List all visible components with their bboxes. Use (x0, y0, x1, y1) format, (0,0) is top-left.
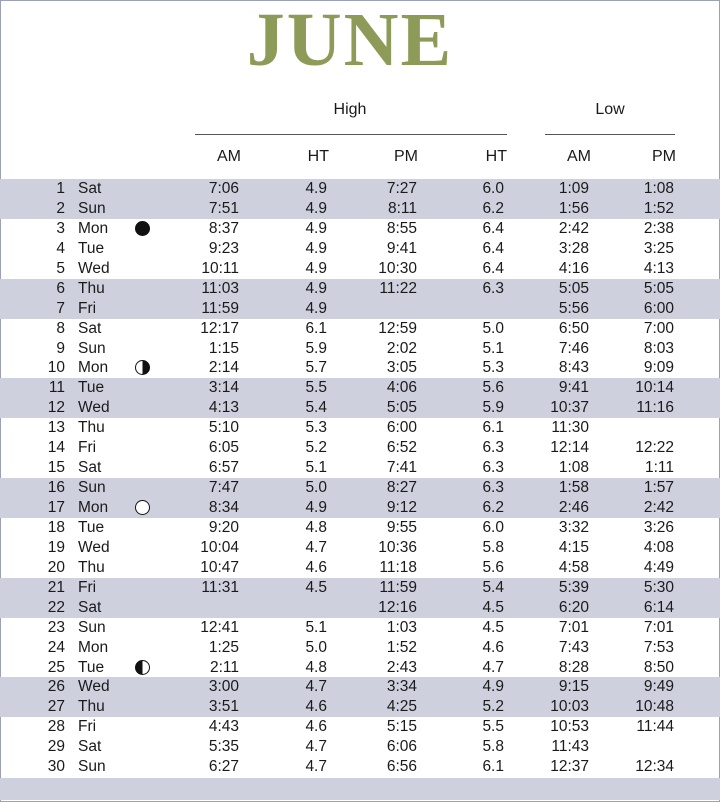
high-am-height: 5.1 (305, 618, 327, 636)
high-pm-height: 6.3 (482, 479, 504, 497)
high-am-time: 12:41 (200, 618, 239, 636)
low-pm-time: 5:30 (643, 578, 674, 596)
high-am-height: 4.6 (305, 718, 327, 736)
day-number: 10 (47, 359, 65, 377)
high-pm-height: 6.3 (482, 459, 504, 477)
weekday: Mon (78, 219, 109, 237)
high-pm-height: 6.0 (482, 180, 504, 197)
day-number: 6 (56, 279, 65, 297)
table-row (0, 478, 720, 498)
high-pm-height: 5.4 (482, 578, 504, 596)
low-am-time: 4:58 (558, 558, 589, 576)
high-am-height: 4.9 (305, 279, 327, 297)
high-am-time: 1:25 (208, 638, 239, 656)
weekday: Sun (78, 758, 106, 776)
day-number: 12 (47, 399, 65, 417)
table-row (0, 757, 720, 777)
col-high-ht-am: HT (307, 148, 329, 165)
day-number: 25 (47, 658, 65, 676)
table-row (0, 279, 720, 299)
day-number: 19 (47, 538, 65, 556)
weekday: Fri (78, 299, 97, 317)
day-number: 16 (47, 479, 65, 497)
high-am-height: 4.9 (305, 219, 327, 237)
weekday: Mon (78, 499, 109, 516)
high-pm-time: 9:12 (386, 499, 417, 516)
table-row (0, 538, 720, 558)
high-am-time: 4:43 (208, 718, 239, 736)
high-pm-height: 5.9 (482, 399, 504, 417)
low-am-time: 10:37 (550, 399, 589, 417)
day-number: 15 (47, 459, 65, 477)
high-pm-time: 11:22 (379, 279, 417, 297)
low-am-time: 11:43 (551, 738, 589, 756)
high-am-height: 4.8 (305, 518, 327, 536)
weekday: Sat (78, 319, 102, 337)
weekday: Thu (78, 279, 105, 297)
low-am-time: 8:28 (558, 658, 589, 676)
first-quarter-moon-icon (135, 360, 150, 375)
high-am-height: 5.7 (305, 359, 327, 377)
low-pm-time: 2:42 (643, 499, 674, 516)
high-am-height: 4.9 (305, 180, 327, 197)
high-am-time: 6:27 (208, 758, 239, 776)
high-am-time: 2:14 (208, 359, 239, 377)
table-row (0, 518, 720, 538)
high-am-time: 9:20 (208, 518, 239, 536)
low-am-time: 6:50 (558, 319, 589, 337)
low-group-label: Low (595, 101, 625, 118)
table-row (0, 717, 720, 737)
high-am-time: 10:11 (201, 259, 239, 277)
weekday: Sat (78, 459, 102, 477)
high-am-time: 11:59 (201, 299, 239, 317)
high-pm-time: 2:02 (386, 339, 417, 357)
high-am-time: 7:51 (208, 199, 239, 217)
low-pm-time: 12:22 (635, 439, 674, 457)
day-number: 11 (48, 379, 65, 397)
table-row (0, 677, 720, 697)
high-pm-time: 8:11 (387, 199, 417, 217)
day-number: 30 (47, 758, 65, 776)
high-pm-time: 3:34 (386, 678, 417, 696)
low-pm-time: 9:09 (643, 359, 674, 377)
high-am-height: 4.7 (305, 538, 327, 556)
low-pm-time: 9:49 (643, 678, 674, 696)
low-pm-time: 7:01 (643, 618, 674, 636)
high-pm-time: 12:16 (378, 598, 417, 616)
weekday: Sun (78, 199, 106, 217)
high-pm-height: 4.5 (482, 598, 504, 616)
high-pm-height: 6.4 (482, 259, 504, 277)
high-am-height: 4.5 (305, 578, 327, 596)
high-pm-height: 5.5 (482, 718, 504, 736)
day-number: 8 (56, 319, 65, 337)
low-pm-time: 1:52 (643, 199, 674, 217)
low-am-time: 4:15 (558, 538, 589, 556)
high-am-time: 6:05 (208, 439, 239, 457)
high-group-label: High (333, 101, 367, 118)
table-row (0, 239, 720, 259)
high-pm-height: 6.3 (482, 439, 504, 457)
low-pm-time: 4:13 (643, 259, 674, 277)
low-pm-time: 8:03 (643, 339, 674, 357)
table-row (0, 418, 720, 438)
low-am-time: 10:53 (550, 718, 589, 736)
high-pm-time: 1:03 (386, 618, 417, 636)
low-pm-time: 1:11 (644, 459, 674, 477)
full-moon-icon (135, 500, 150, 515)
high-am-height: 5.9 (305, 339, 327, 357)
weekday: Tue (78, 239, 105, 257)
low-am-time: 2:46 (558, 499, 589, 516)
low-pm-time: 11:16 (636, 399, 674, 417)
weekday: Fri (78, 578, 97, 596)
weekday: Wed (78, 538, 110, 556)
high-pm-time: 6:06 (386, 738, 417, 756)
low-pm-time: 7:00 (643, 319, 674, 337)
day-number: 24 (47, 638, 65, 656)
high-am-height: 5.2 (305, 439, 327, 457)
high-pm-time: 7:27 (386, 180, 417, 197)
high-am-time: 9:23 (208, 239, 239, 257)
footer-band (0, 778, 720, 800)
low-am-time: 7:01 (558, 618, 589, 636)
table-row (0, 737, 720, 757)
low-pm-time: 10:14 (635, 379, 674, 397)
low-pm-time: 1:57 (643, 479, 674, 497)
high-pm-time: 3:05 (386, 359, 417, 377)
high-pm-time: 10:36 (378, 538, 417, 556)
day-number: 9 (56, 339, 65, 357)
high-am-time: 12:17 (200, 319, 239, 337)
weekday: Tue (78, 658, 105, 676)
high-am-time: 3:14 (208, 379, 239, 397)
weekday: Sat (78, 598, 102, 616)
table-row (0, 618, 720, 638)
col-high-am: AM (217, 148, 241, 165)
day-number: 2 (56, 199, 65, 217)
high-pm-time: 10:30 (378, 259, 417, 277)
low-pm-time: 10:48 (635, 698, 674, 716)
high-pm-height: 5.8 (482, 738, 504, 756)
weekday: Mon (78, 638, 109, 656)
table-row (0, 319, 720, 339)
low-am-time: 9:15 (558, 678, 589, 696)
high-pm-time: 2:43 (386, 658, 417, 676)
high-am-height: 4.9 (305, 199, 327, 217)
day-number: 7 (56, 299, 65, 317)
high-pm-height: 5.1 (482, 339, 504, 357)
high-am-height: 4.8 (305, 658, 327, 676)
table-row (0, 219, 720, 239)
high-am-time: 10:04 (200, 538, 239, 556)
low-am-time: 5:05 (558, 279, 589, 297)
high-pm-height: 4.7 (482, 658, 504, 676)
day-number: 27 (47, 698, 65, 716)
table-row (0, 498, 720, 518)
high-pm-height: 4.6 (482, 638, 504, 656)
high-am-height: 4.7 (305, 738, 327, 756)
low-pm-time: 11:44 (636, 718, 674, 736)
low-am-time: 2:42 (558, 219, 589, 237)
high-am-height: 5.0 (305, 638, 327, 656)
high-am-height: 4.9 (305, 259, 327, 277)
high-pm-time: 8:27 (386, 479, 417, 497)
weekday: Thu (78, 419, 105, 437)
day-number: 14 (47, 439, 65, 457)
high-pm-time: 5:15 (386, 718, 417, 736)
low-pm-time: 6:14 (643, 598, 674, 616)
day-number: 13 (47, 419, 65, 437)
high-pm-time: 6:00 (386, 419, 417, 437)
weekday: Fri (78, 439, 97, 457)
weekday: Sun (78, 479, 106, 497)
day-number: 1 (56, 180, 65, 197)
low-am-time: 5:39 (558, 578, 589, 596)
weekday: Fri (78, 718, 97, 736)
high-am-time: 5:35 (208, 738, 239, 756)
high-am-time: 2:11 (209, 658, 239, 676)
high-am-height: 4.9 (305, 499, 327, 516)
high-pm-time: 7:41 (386, 459, 417, 477)
high-pm-time: 9:41 (386, 239, 417, 257)
day-number: 5 (56, 259, 65, 277)
high-am-time: 8:34 (208, 499, 239, 516)
day-number: 26 (47, 678, 65, 696)
low-pm-time: 5:05 (643, 279, 674, 297)
high-pm-time: 12:59 (378, 319, 417, 337)
table-row (0, 378, 720, 398)
high-am-time: 11:31 (201, 578, 239, 596)
high-pm-height: 5.6 (482, 558, 504, 576)
weekday: Sat (78, 180, 102, 197)
low-am-time: 8:43 (558, 359, 589, 377)
low-am-time: 1:58 (558, 479, 589, 497)
low-am-time: 7:43 (558, 638, 589, 656)
high-am-time: 6:57 (208, 459, 239, 477)
col-high-ht-pm: HT (485, 148, 507, 165)
day-number: 29 (47, 738, 65, 756)
table-row (0, 598, 720, 618)
high-am-time: 7:06 (208, 180, 239, 197)
low-am-time: 1:56 (558, 199, 589, 217)
low-am-time: 11:30 (551, 419, 589, 437)
table-row (0, 558, 720, 578)
low-pm-time: 7:53 (643, 638, 674, 656)
table-row (0, 398, 720, 418)
table-row (0, 638, 720, 658)
day-number: 3 (56, 219, 65, 237)
low-am-time: 9:41 (558, 379, 589, 397)
table-row (0, 299, 720, 319)
high-am-height: 4.6 (305, 558, 327, 576)
high-pm-height: 6.3 (482, 279, 504, 297)
low-pm-time: 12:34 (635, 758, 674, 776)
weekday: Tue (78, 518, 105, 536)
weekday: Tue (78, 379, 105, 397)
low-pm-time: 1:08 (643, 180, 674, 197)
day-number: 18 (47, 518, 65, 536)
table-row (0, 199, 720, 219)
day-number: 23 (47, 618, 65, 636)
high-pm-height: 5.2 (482, 698, 504, 716)
col-high-pm: PM (394, 148, 418, 165)
low-pm-time: 3:25 (643, 239, 674, 257)
high-am-time: 7:47 (208, 479, 239, 497)
low-am-time: 3:28 (558, 239, 589, 257)
day-number: 21 (47, 578, 65, 596)
high-pm-time: 9:55 (386, 518, 417, 536)
low-am-time: 1:09 (558, 180, 589, 197)
high-am-time: 3:00 (208, 678, 239, 696)
day-number: 4 (56, 239, 65, 257)
high-am-height: 5.3 (305, 419, 327, 437)
weekday: Wed (78, 259, 110, 277)
low-am-time: 4:16 (558, 259, 589, 277)
high-pm-height: 6.2 (482, 499, 504, 516)
day-number: 22 (47, 598, 65, 616)
low-pm-time: 4:08 (643, 538, 674, 556)
high-am-height: 4.9 (305, 299, 327, 317)
low-am-time: 7:46 (558, 339, 589, 357)
high-am-height: 5.4 (305, 399, 327, 417)
col-low-am: AM (567, 148, 591, 165)
high-pm-height: 6.1 (482, 758, 504, 776)
low-pm-time: 4:49 (643, 558, 674, 576)
high-pm-height: 5.6 (482, 379, 504, 397)
tide-table (0, 179, 720, 777)
weekday: Sun (78, 339, 106, 357)
high-am-height: 5.1 (305, 459, 327, 477)
high-pm-time: 8:55 (386, 219, 417, 237)
high-am-time: 4:13 (208, 399, 239, 417)
high-pm-height: 4.9 (482, 678, 504, 696)
weekday: Sun (78, 618, 106, 636)
low-group-rule (545, 134, 675, 135)
high-pm-time: 1:52 (386, 638, 417, 656)
day-number: 17 (47, 499, 65, 516)
low-pm-time: 6:00 (643, 299, 674, 317)
table-row (0, 458, 720, 478)
high-pm-height: 6.4 (482, 239, 504, 257)
low-am-time: 10:03 (550, 698, 589, 716)
high-pm-time: 6:52 (386, 439, 417, 457)
low-pm-time: 2:38 (643, 219, 674, 237)
high-am-height: 4.7 (305, 758, 327, 776)
high-pm-height: 5.8 (482, 538, 504, 556)
table-row (0, 438, 720, 458)
low-pm-time: 3:26 (643, 518, 674, 536)
new-moon-icon (135, 221, 150, 236)
low-am-time: 12:37 (550, 758, 589, 776)
high-pm-height: 5.0 (482, 319, 504, 337)
high-am-height: 4.6 (305, 698, 327, 716)
high-pm-height: 6.4 (482, 219, 504, 237)
high-pm-height: 4.5 (482, 618, 504, 636)
low-am-time: 5:56 (558, 299, 589, 317)
month-title: JUNE (246, 0, 454, 82)
table-row (0, 578, 720, 598)
low-pm-time: 8:50 (643, 658, 674, 676)
weekday: Thu (78, 558, 105, 576)
table-row (0, 658, 720, 678)
high-pm-height: 6.2 (482, 199, 504, 217)
high-group-rule (195, 134, 507, 135)
low-am-time: 12:14 (550, 439, 589, 457)
table-row (0, 179, 720, 199)
high-am-time: 11:03 (201, 279, 239, 297)
high-pm-time: 6:56 (386, 758, 417, 776)
high-am-height: 4.7 (305, 678, 327, 696)
weekday: Wed (78, 399, 110, 417)
high-am-height: 4.9 (305, 239, 327, 257)
weekday: Mon (78, 359, 109, 377)
high-am-height: 6.1 (305, 319, 327, 337)
low-am-time: 1:08 (558, 459, 589, 477)
day-number: 28 (47, 718, 65, 736)
high-pm-time: 4:06 (386, 379, 417, 397)
high-am-height: 5.0 (305, 479, 327, 497)
high-pm-time: 4:25 (386, 698, 417, 716)
high-pm-height: 6.1 (482, 419, 504, 437)
high-pm-height: 6.0 (482, 518, 504, 536)
table-row (0, 697, 720, 717)
day-number: 20 (47, 558, 65, 576)
table-row (0, 358, 720, 378)
high-am-time: 10:47 (200, 558, 239, 576)
high-am-time: 5:10 (208, 419, 239, 437)
weekday: Wed (78, 678, 110, 696)
last-quarter-moon-icon (135, 660, 150, 675)
high-am-time: 8:37 (208, 219, 239, 237)
high-pm-height: 5.3 (482, 359, 504, 377)
high-pm-time: 11:18 (379, 558, 417, 576)
table-row (0, 339, 720, 359)
high-pm-time: 11:59 (379, 578, 417, 596)
high-am-time: 1:15 (208, 339, 239, 357)
weekday: Thu (78, 698, 105, 716)
weekday: Sat (78, 738, 102, 756)
low-am-time: 6:20 (558, 598, 589, 616)
high-am-height: 5.5 (305, 379, 327, 397)
col-low-pm: PM (652, 148, 676, 165)
low-am-time: 3:32 (558, 518, 589, 536)
high-pm-time: 5:05 (386, 399, 417, 417)
table-row (0, 259, 720, 279)
high-am-time: 3:51 (208, 698, 239, 716)
